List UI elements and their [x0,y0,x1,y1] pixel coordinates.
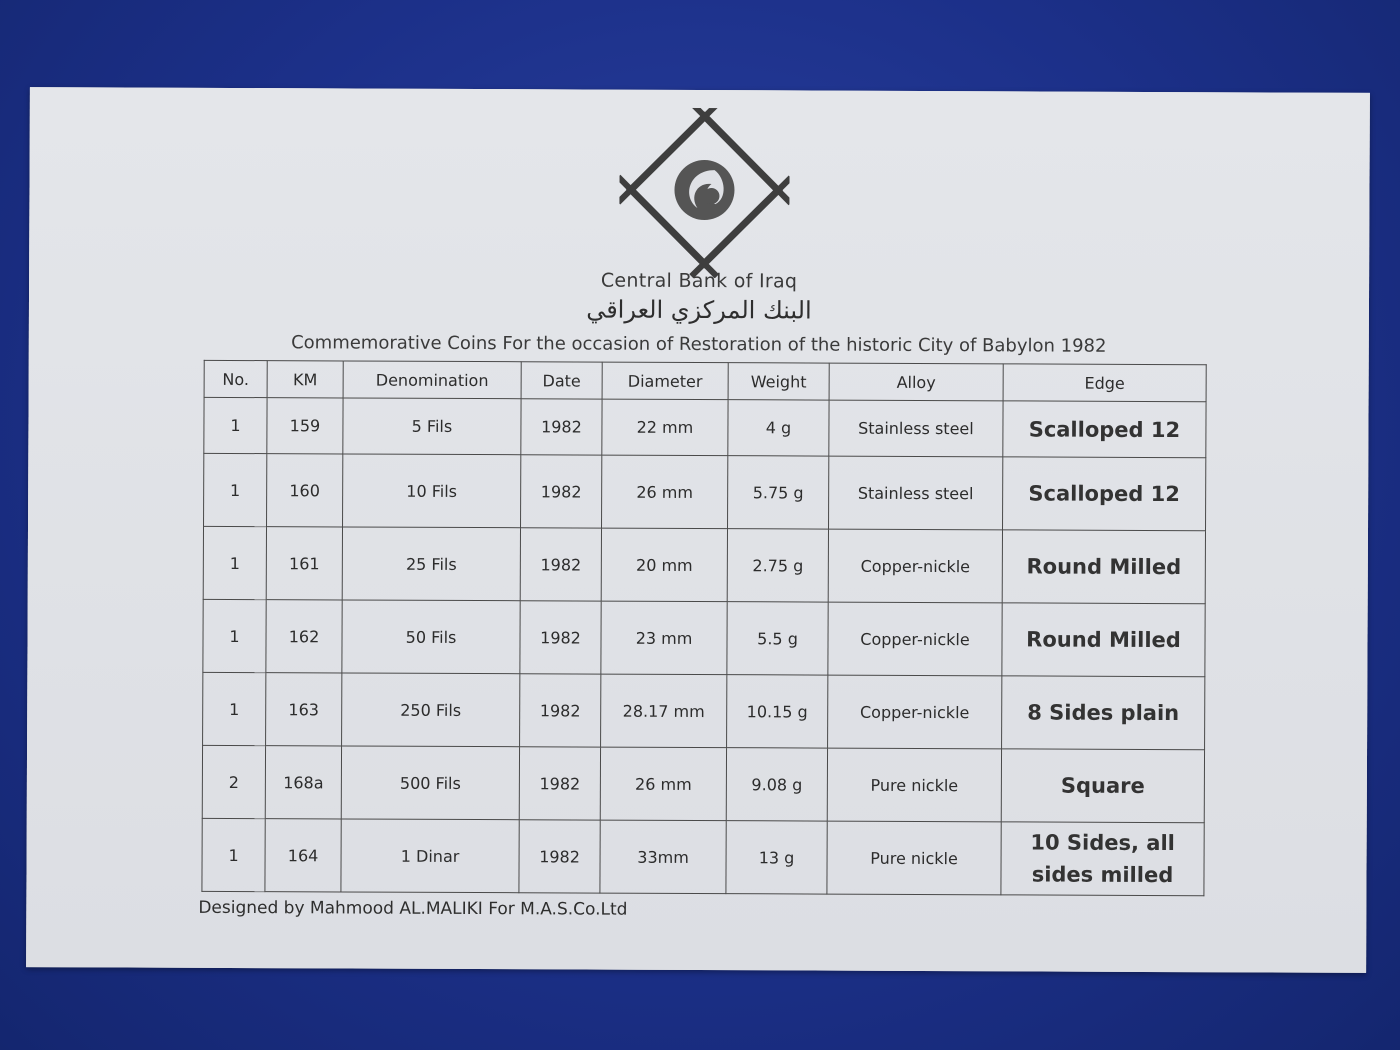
column-header: Edge [1003,364,1206,402]
table-cell: 26 mm [602,455,728,529]
table-cell: 1 [203,599,266,672]
table-cell: 1 [203,672,266,745]
table-cell: 1982 [521,399,602,455]
table-cell: 1 [202,818,265,891]
table-cell: 160 [267,454,343,527]
table-header-row [204,360,1206,401]
table-cell: Copper-nickle [828,675,1002,749]
table-cell: Stainless steel [829,456,1003,530]
table-cell-edge: Round Milled [1002,603,1205,677]
table-row [203,526,1205,603]
table-cell: 162 [266,600,342,673]
table-cell-edge: 8 Sides plain [1002,676,1205,750]
table-cell: 1982 [520,601,601,674]
table-cell: 9.08 g [726,748,827,821]
column-header: Alloy [829,363,1003,401]
table-cell: 22 mm [602,399,728,456]
table-cell: 25 Fils [342,527,520,601]
table-cell: 1982 [520,674,601,747]
table-cell-edge: Round Milled [1002,530,1205,604]
table-row [202,745,1204,822]
table-cell: 1982 [519,820,600,893]
table-cell: 161 [266,527,342,600]
table-cell: Pure nickle [827,748,1001,822]
table-cell: 1982 [519,747,600,820]
table-cell: 26 mm [600,747,726,821]
table-cell: 33mm [600,820,726,894]
table-cell: 164 [265,819,341,892]
designer-credit: Designed by Mahmood AL.MALIKI For M.A.S.Co.Ltd [198,897,628,920]
table-cell: 163 [266,673,342,746]
table-cell: 1982 [520,528,601,601]
table-cell: 4 g [728,400,829,456]
table-cell: 20 mm [601,528,727,602]
table-cell: 13 g [726,821,827,894]
table-cell: 1 [204,453,267,526]
table-cell: 250 Fils [342,673,520,747]
table-cell: 5.75 g [728,456,829,529]
table-cell: 1982 [521,455,602,528]
table-cell: 159 [267,398,343,454]
table-cell-edge: Scalloped 12 [1003,457,1206,531]
table-cell: Pure nickle [827,821,1001,895]
column-header: Date [521,362,602,399]
table-cell: 168a [265,746,341,819]
table-cell: 23 mm [601,601,727,675]
info-card [26,87,1370,973]
bank-name-arabic: البنك المركزي العراقي [586,295,812,325]
table-cell: 2 [202,745,265,818]
table-cell: 5.5 g [727,602,828,675]
table-row [204,397,1206,457]
table-cell: 5 Fils [343,398,521,455]
central-bank-logo-icon [619,108,790,279]
table-cell-edge: 10 Sides, all sides milled [1001,822,1204,896]
table-cell: 28.17 mm [601,674,727,748]
card-subtitle: Commemorative Coins For the occasion of Restoration of the historic City of Babylon 1982 [291,332,1107,357]
table-cell: Stainless steel [829,400,1003,457]
table-cell: 50 Fils [342,600,520,674]
table-row [204,453,1206,530]
table-cell: 2.75 g [727,529,828,602]
table-row [203,599,1205,676]
column-header: KM [267,361,343,398]
column-header: Denomination [343,361,521,399]
table-cell: 1 [204,397,267,453]
table-row [203,672,1205,749]
table-cell: 500 Fils [341,746,519,820]
table-cell: 10.15 g [727,675,828,748]
column-header: No. [204,360,267,397]
coins-table [201,360,1206,896]
bank-name-english: Central Bank of Iraq [600,269,798,293]
table-cell: Copper-nickle [828,529,1002,603]
table-cell-edge: Scalloped 12 [1003,401,1206,458]
table-cell: 1 Dinar [341,819,519,893]
table-cell: Copper-nickle [828,602,1002,676]
table-cell: 1 [203,526,266,599]
table-cell: 10 Fils [343,454,521,528]
table-row [202,818,1204,895]
column-header: Diameter [602,362,728,400]
table-cell-edge: Square [1001,749,1204,823]
column-header: Weight [728,363,829,400]
